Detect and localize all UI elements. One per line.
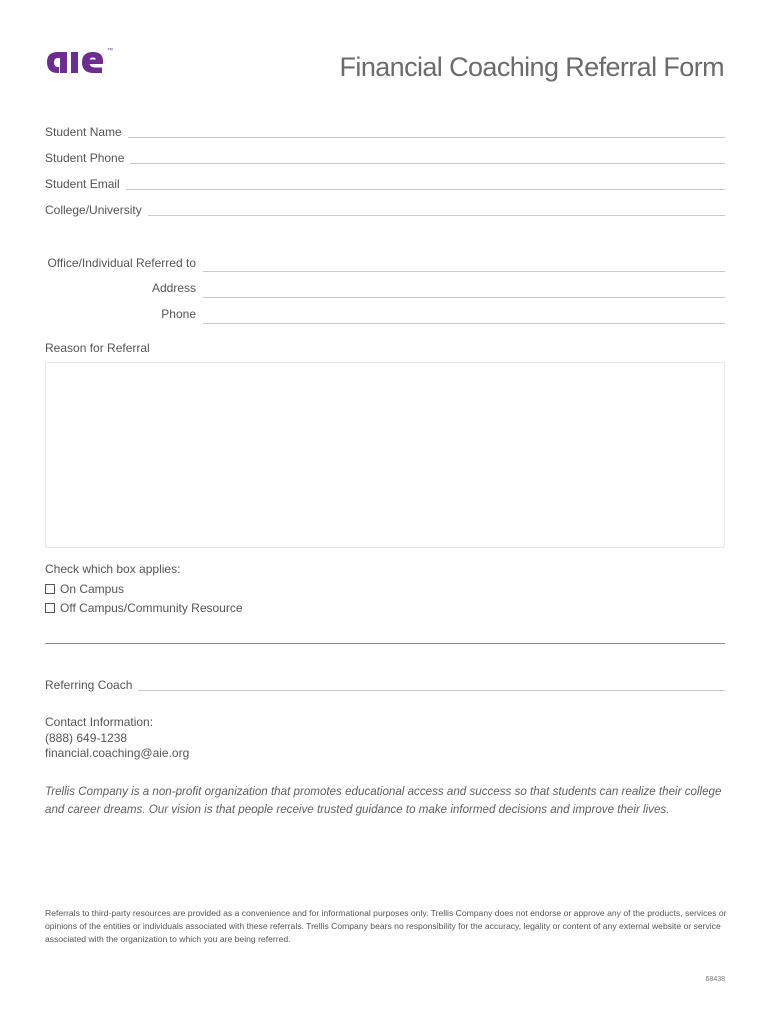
- contact-heading: Contact Information:: [45, 715, 154, 729]
- off-campus-label: Off Campus/Community Resource: [60, 601, 243, 615]
- form-title: Financial Coaching Referral Form: [339, 52, 724, 82]
- on-campus-option[interactable]: [45, 582, 124, 596]
- on-campus-label: On Campus: [60, 582, 125, 596]
- student-phone-line[interactable]: [130, 163, 725, 164]
- checkbox-heading: Check which box applies:: [45, 562, 181, 576]
- referred-to-label: Office/Individual Referred to: [47, 256, 196, 270]
- reason-label: Reason for Referral: [45, 341, 150, 355]
- referred-to-line[interactable]: [203, 271, 725, 272]
- contact-phone: (888) 649-1238: [45, 730, 128, 745]
- contact-email: financial.coaching@aie.org: [45, 746, 190, 760]
- student-name-label: Student Name: [45, 125, 122, 139]
- disclaimer: Referrals to third-party resources are provided as a convenience and for informational purposes only. Trellis Company does not endorse or approve any of the products, services or opinions of the entities or individuals associated with these referrals. Trellis Company bears no responsibility for the accuracy, legality or content of any external website or service associated with the organization to which you are being referred.: [45, 908, 727, 944]
- reason-textarea[interactable]: [45, 362, 725, 548]
- off-campus-checkbox[interactable]: [45, 603, 55, 613]
- college-field[interactable]: [45, 203, 725, 217]
- student-email-field[interactable]: [45, 177, 725, 191]
- student-email-label: Student Email: [45, 177, 120, 191]
- student-name-line[interactable]: [128, 137, 725, 138]
- student-phone-label: Student Phone: [45, 151, 125, 165]
- address-line[interactable]: [203, 297, 725, 298]
- address-label: Address: [151, 281, 196, 295]
- svg-text:™: ™: [107, 48, 113, 54]
- college-line[interactable]: [148, 215, 725, 216]
- student-phone-field[interactable]: [45, 151, 725, 165]
- college-label: College/University: [45, 203, 142, 217]
- section-divider: [45, 643, 725, 644]
- referring-coach-field[interactable]: [45, 678, 725, 692]
- phone-label: Phone: [161, 307, 196, 321]
- contact-info: [45, 715, 189, 762]
- form-code: 68438: [705, 976, 725, 983]
- referring-coach-label: Referring Coach: [45, 678, 133, 692]
- student-email-line[interactable]: [126, 189, 725, 190]
- phone-line[interactable]: [203, 323, 725, 324]
- on-campus-checkbox[interactable]: [45, 584, 55, 594]
- referring-coach-line[interactable]: [138, 690, 725, 691]
- aie-logo: [45, 40, 125, 80]
- student-name-field[interactable]: [45, 125, 725, 139]
- mission-statement: Trellis Company is a non-profit organization that promotes educational access and success so that students can realize their college and career dreams. Our vision is that people receive trusted guidance to make informed decisions and improve their lives.: [45, 785, 722, 816]
- off-campus-option[interactable]: [45, 601, 243, 615]
